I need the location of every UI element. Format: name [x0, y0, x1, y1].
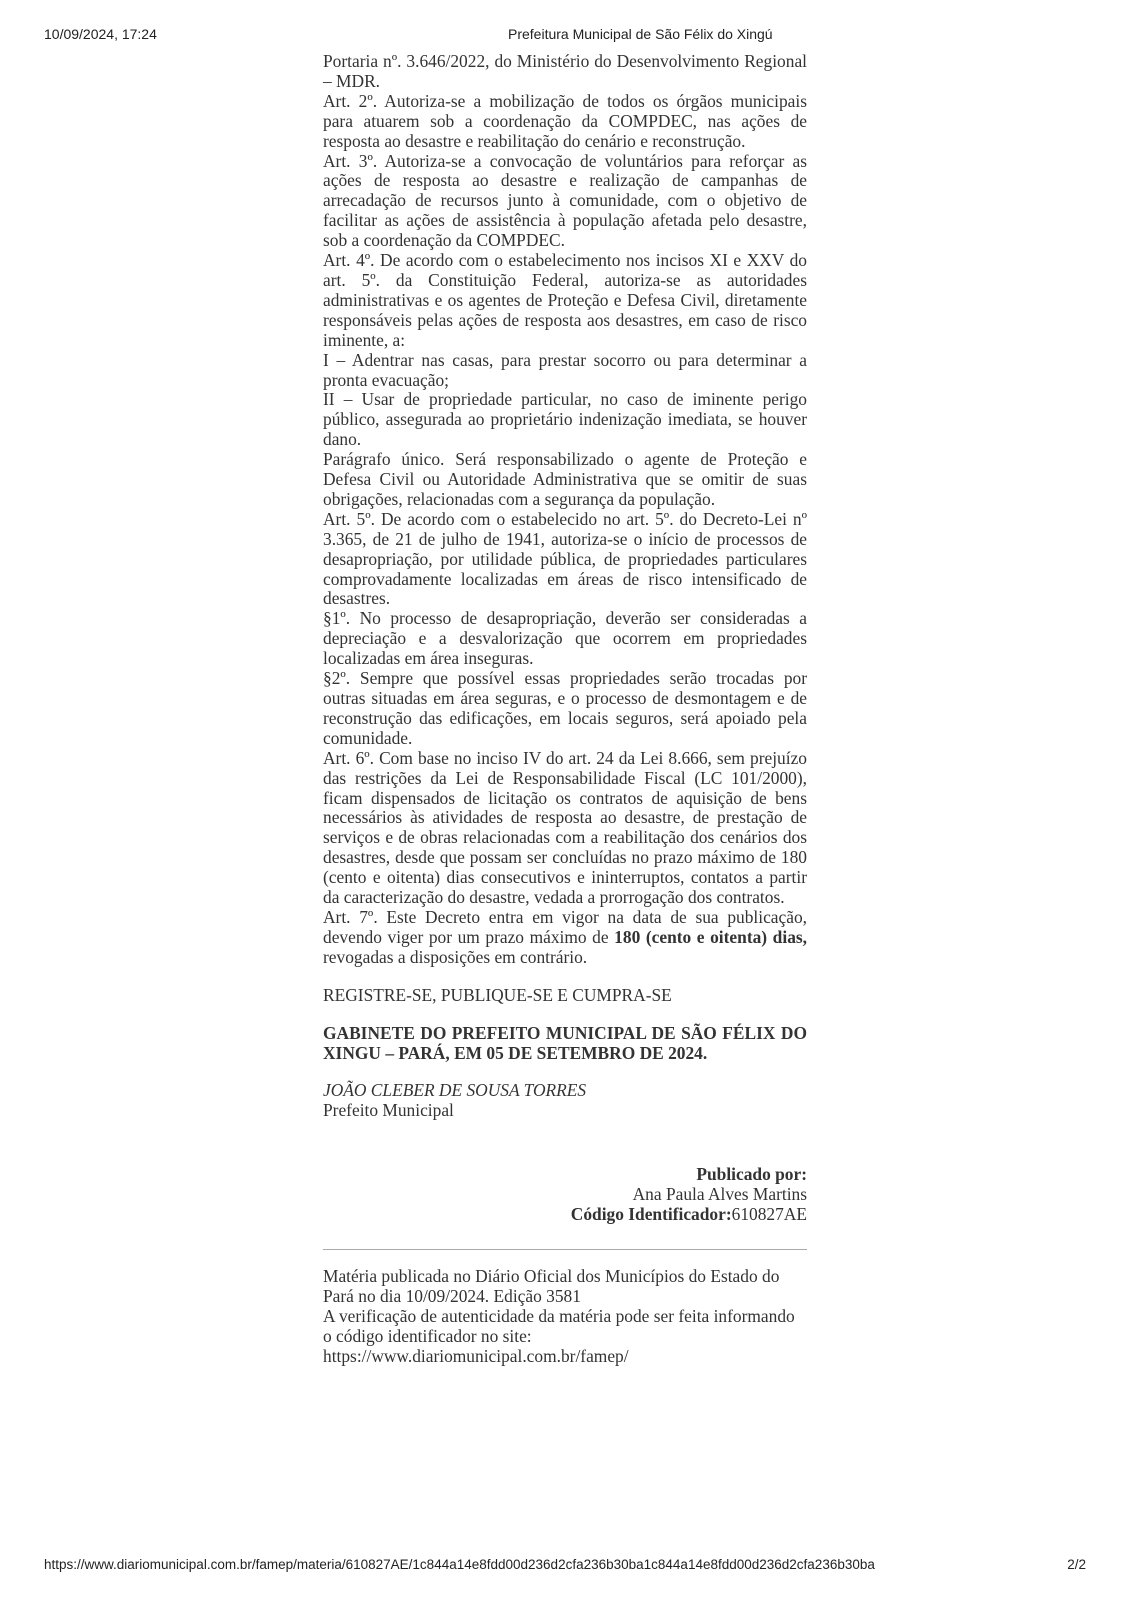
paragraph-portaria-continuation: Portaria nº. 3.646/2022, do Ministério do Desenvolvimento Regional – MDR. — [323, 51, 807, 91]
signer-role: Prefeito Municipal — [323, 1100, 454, 1121]
paragraph-inciso-2: II – Usar de propriedade particular, no caso de iminente perigo público, assegurada ao proprietário indenização imediata, se houver dano. — [323, 389, 807, 450]
published-by-label: Publicado por: — [696, 1164, 807, 1185]
paragraph-art-3: Art. 3º. Autoriza-se a convocação de voluntários para reforçar as ações de resposta ao desastre e realização de campanhas de arrecadação de recursos junto à comunidade, com o objetivo de facilitar as ações de assistência à população afetada pelo desastre, sob a coordenação da COMPDEC. — [323, 150, 807, 251]
publication-note — [323, 1267, 807, 1367]
signer-name: JOÃO CLEBER DE SOUSA TORRES — [323, 1080, 587, 1101]
paragraph-inciso-1: I – Adentrar nas casas, para prestar socorro ou para determinar a pronta evacuação; — [323, 349, 807, 390]
print-header-datetime: 10/09/2024, 17:24 — [44, 26, 157, 42]
publisher-name: Ana Paula Alves Martins — [632, 1184, 807, 1205]
divider — [323, 1249, 807, 1250]
gabinete-statement: GABINETE DO PREFEITO MUNICIPAL DE SÃO FÉLIX DO XINGU – PARÁ, EM 05 DE SETEMBRO DE 2024. — [323, 1022, 807, 1063]
paragraph-art-7 — [323, 908, 807, 968]
closing-statement: REGISTRE-SE, PUBLIQUE-SE E CUMPRA-SE — [323, 984, 672, 1005]
identifier-code-label: Código Identificador: — [570, 1204, 732, 1225]
paragraph-art-6: Art. 6º. Com base no inciso IV do art. 24 da Lei 8.666, sem prejuízo das restrições da Lei de Responsabilidade Fiscal (LC 101/2000), ficam dispensados de licitação os contratos de aquisição de bens necessários às atividades de resposta ao desastre, de prestação de serviços e de obras relacionadas com a reabilitação dos cenários dos desastres, desde que possam ser concluídas no prazo máximo de 180 (cento e oitenta) dias consecutivos e ininterruptos, contatos a partir da caracterização do desastre, vedada a prorrogação dos contratos. — [323, 747, 807, 908]
publication-note-url: https://www.diariomunicipal.com.br/famep/ — [323, 1345, 629, 1366]
identifier-code-value: 610827AE — [731, 1204, 807, 1225]
art-7-text-end: revogadas a disposições em contrário. — [323, 946, 588, 967]
paragraph-par-2: §2º. Sempre que possível essas propriedades serão trocadas por outras situadas em área seguras, e o processo de desmontagem e de reconstrução das edificações, em locais seguros, será apoiado pela comunidade. — [323, 668, 807, 748]
print-header-title: Prefeitura Municipal de São Félix do Xingú — [508, 26, 773, 42]
art-7-text: Art. 7º. Este Decreto entra em vigor na data de sua publicação, devendo viger por um prazo máximo de — [323, 906, 807, 947]
print-footer-page-number: 2/2 — [1067, 1557, 1086, 1572]
paragraph-par-1: §1º. No processo de desapropriação, deverão ser consideradas a depreciação e a desvalorização que ocorrem em propriedades localizadas em área inseguras. — [323, 608, 807, 669]
print-footer-url: https://www.diariomunicipal.com.br/famep/materia/610827AE/1c844a14e8fdd00d236d2cfa236b30ba1c844a14e8fdd00d236d2cfa236b30ba — [44, 1557, 875, 1572]
art-7-term: 180 (cento e oitenta) dias, — [614, 926, 807, 947]
paragraph-art-2: Art. 2º. Autoriza-se a mobilização de todos os órgãos municipais para atuarem sob a coordenação da COMPDEC, nas ações de resposta ao desastre e reabilitação do cenário e reconstrução. — [323, 90, 807, 151]
identifier-code — [323, 1205, 807, 1225]
paragraph-unico: Parágrafo único. Será responsabilizado o agente de Proteção e Defesa Civil ou Autoridade Administrativa que se omitir de suas obrigações, relacionadas com a segurança da população. — [323, 449, 807, 509]
document-body — [323, 52, 807, 1366]
publication-note-line-2: A verificação de autenticidade da matéria pode ser feita informando o código identificador no site: — [323, 1305, 795, 1346]
publication-note-line-1: Matéria publicada no Diário Oficial dos Municípios do Estado do Pará no dia 10/09/2024. Edição 3581 — [323, 1265, 780, 1306]
paragraph-art-4: Art. 4º. De acordo com o estabelecimento nos incisos XI e XXV do art. 5º. da Constituição Federal, autoriza-se as autoridades administrativas e os agentes de Proteção e Defesa Civil, diretamente responsáveis pelas ações de resposta aos desastres, em caso de risco iminente, a: — [323, 250, 807, 350]
paragraph-art-5: Art. 5º. De acordo com o estabelecido no art. 5º. do Decreto-Lei nº 3.365, de 21 de julho de 1941, autoriza-se o início de processos de desapropriação, por utilidade pública, de propriedades particulares comprovadamente localizadas em áreas de risco intensificado de desastres. — [323, 508, 807, 609]
